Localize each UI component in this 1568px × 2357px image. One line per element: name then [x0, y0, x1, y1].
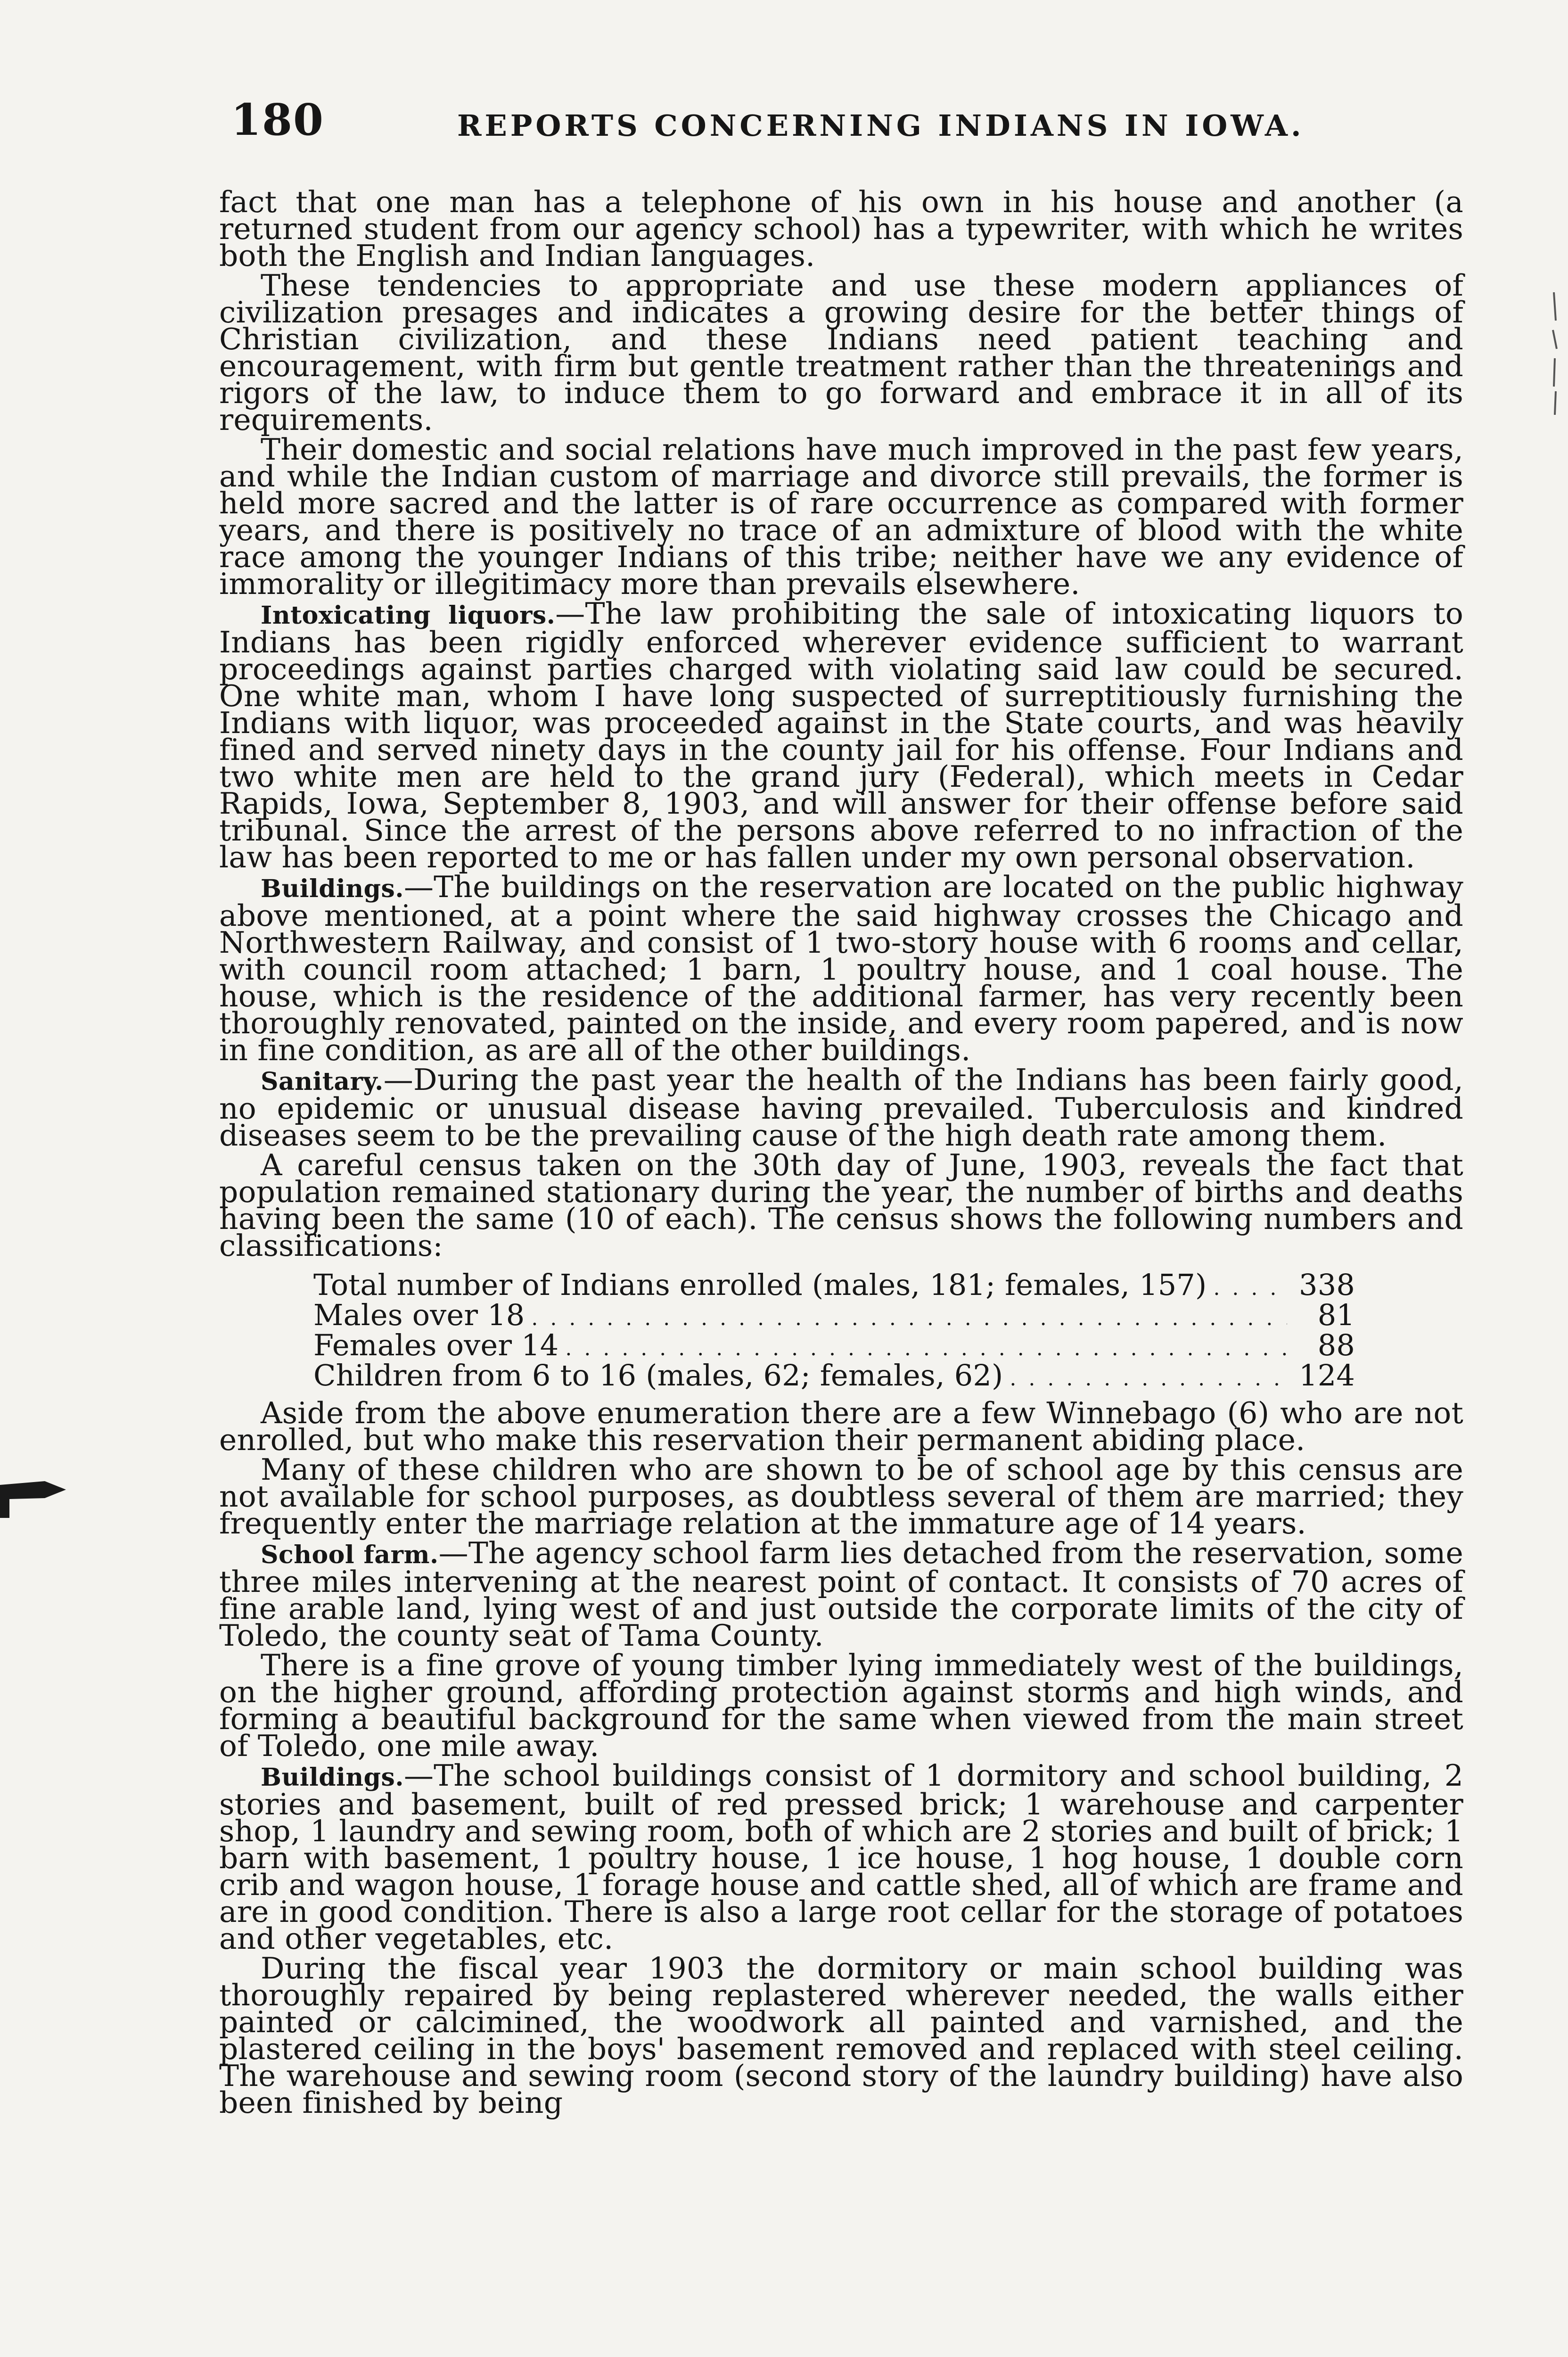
paragraph-text: —The agency school farm lies detached from the reservation, some three miles intervening at the nearest point of contact. It consists of 70 acres of fine arable land, lying west of and just outside the corporate limits of the city of Toledo, the county seat of Tama County. [219, 1536, 1463, 1653]
census-row [313, 1268, 1355, 1302]
paragraph: A careful census taken on the 30th day of June, 1903, reveals the fact that population remained stationary during the year, the number of births and deaths having been the same (10 of each). The census shows the following numbers and classifications: [219, 1148, 1463, 1263]
census-row [313, 1298, 1355, 1332]
page-number: 180 [231, 94, 325, 145]
census-row [313, 1358, 1355, 1393]
census-value: 124 [1299, 1358, 1355, 1393]
edge-scan-mark [1549, 292, 1563, 415]
section-lead: Intoxicating liquors. [261, 601, 556, 630]
paragraph-text: —During the past year the health of the Indians has been fairly good, no epidemic or unusual disease having prevailed. Tuberculosis and kindred diseases seem to be the prevailing cause of the high death rate among them. [219, 1063, 1463, 1153]
census-value: 88 [1317, 1328, 1355, 1362]
paragraph-text: —The school buildings consist of 1 dormitory and school building, 2 stories and basement, built of red pressed brick; 1 warehouse and carpenter shop, 1 laundry and sewing room, both of which are 2 stories and built of brick; 1 barn with basement, 1 poultry house, 1 ice house, 1 hog house, 1 double corn crib and wagon house, 1 forage house and cattle shed, all of which are frame and are in good condition. There is also a large root cellar for the storage of potatoes and other vegetables, etc. [219, 1758, 1463, 1956]
paragraph: During the fiscal year 1903 the dormitory or main school building was thoroughly repaired by being replastered wherever needed, the walls either painted or calcimined, the woodwork all painted and varnished, and the plastered ceiling in the boys' basement removed and replaced with steel ceiling. The warehouse and sewing room (second story of the laundry building) have also been finished by being [219, 1951, 1463, 2120]
section-lead: Buildings. [261, 874, 404, 903]
section-lead: Sanitary. [261, 1067, 384, 1096]
paragraph [219, 1536, 1463, 1653]
paragraph-text: —The buildings on the reservation are located on the public highway above mentioned, at a point where the said highway crosses the Chicago and Northwestern Railway, and consist of 1 two-story house with 6 rooms and cellar, with council room attached; 1 barn, 1 poultry house, and 1 coal house. The house, which is the residence of the additional farmer, has very recently been thoroughly renovated, painted on the inside, and every room papered, and is now in fine condition, as are all of the other buildings. [219, 870, 1463, 1067]
census-label: Total number of Indians enrolled (males, 181; females, 157) [313, 1268, 1207, 1302]
body-text [219, 185, 1463, 2120]
census-table [313, 1268, 1355, 1393]
census-label: Males over 18 [313, 1298, 525, 1332]
page-header [231, 94, 1480, 156]
section-lead: Buildings. [261, 1763, 404, 1792]
paragraph: fact that one man has a telephone of his own in his house and another (a returned student from our agency school) has a typewriter, with which he writes both the English and Indian languages. [219, 185, 1463, 273]
leader-dots [531, 1305, 1287, 1332]
paragraph-text: —The law prohibiting the sale of intoxicating liquors to Indians has been rigidly enforced wherever evidence sufficient to warrant proceedings against parties charged with violating said law could be secured. One white man, whom I have long suspected of surreptitiously furnishing the Indians with liquor, was proceeded against in the State courts, and was heavily fined and served ninety days in the county jail for his offense. Four Indians and two white men are held to the grand jury (Federal), which meets in Cedar Rapids, Iowa, September 8, 1903, and will answer for their offense before said tribunal. Since the arrest of the persons above referred to no infraction of the law has been reported to me or has fallen under my own personal observation. [219, 596, 1463, 874]
paragraph: There is a fine grove of young timber lying immediately west of the buildings, on the higher ground, affording protection against storms and high winds, and forming a beautiful background for the same when viewed from the main street of Toledo, one mile away. [219, 1648, 1463, 1763]
paragraph [219, 1758, 1463, 1956]
leader-dots [1010, 1365, 1287, 1392]
census-label: Females over 14 [313, 1328, 559, 1362]
leader-dots [1213, 1275, 1287, 1302]
section-lead: School farm. [261, 1541, 439, 1569]
census-label: Children from 6 to 16 (males, 62; females, 62) [313, 1358, 1003, 1393]
paragraph: Aside from the above enumeration there are a few Winnebago (6) who are not enrolled, but who make this reservation their permanent abiding place. [219, 1396, 1463, 1457]
paragraph [219, 596, 1463, 874]
census-value: 338 [1299, 1268, 1355, 1302]
paragraph [219, 870, 1463, 1067]
paragraph [219, 1063, 1463, 1153]
running-title: REPORTS CONCERNING INDIANS IN IOWA. [457, 108, 1305, 143]
census-row [313, 1328, 1355, 1362]
paragraph: Many of these children who are shown to be of school age by this census are not available for school purposes, as doubtless several of them are married; they frequently enter the marriage relation at the immature age of 14 years. [219, 1452, 1463, 1541]
margin-smudge-mark [0, 1471, 71, 1523]
paragraph: Their domestic and social relations have much improved in the past few years, and while the Indian custom of marriage and divorce still prevails, the former is held more sacred and the latter is of rare occurrence as compared with former years, and there is positively no trace of an admixture of blood with the white race among the younger Indians of this tribe; neither have we any evidence of immorality or illegitimacy more than prevails elsewhere. [219, 432, 1463, 601]
paragraph: These tendencies to appropriate and use these modern appliances of civilization presages and indicates a growing desire for the better things of Christian civilization, and these Indians need patient teaching and encouragement, with firm but gentle treatment rather than the threatenings and rigors of the law, to induce them to go forward and embrace it in all of its requirements. [219, 268, 1463, 437]
census-value: 81 [1317, 1298, 1355, 1332]
